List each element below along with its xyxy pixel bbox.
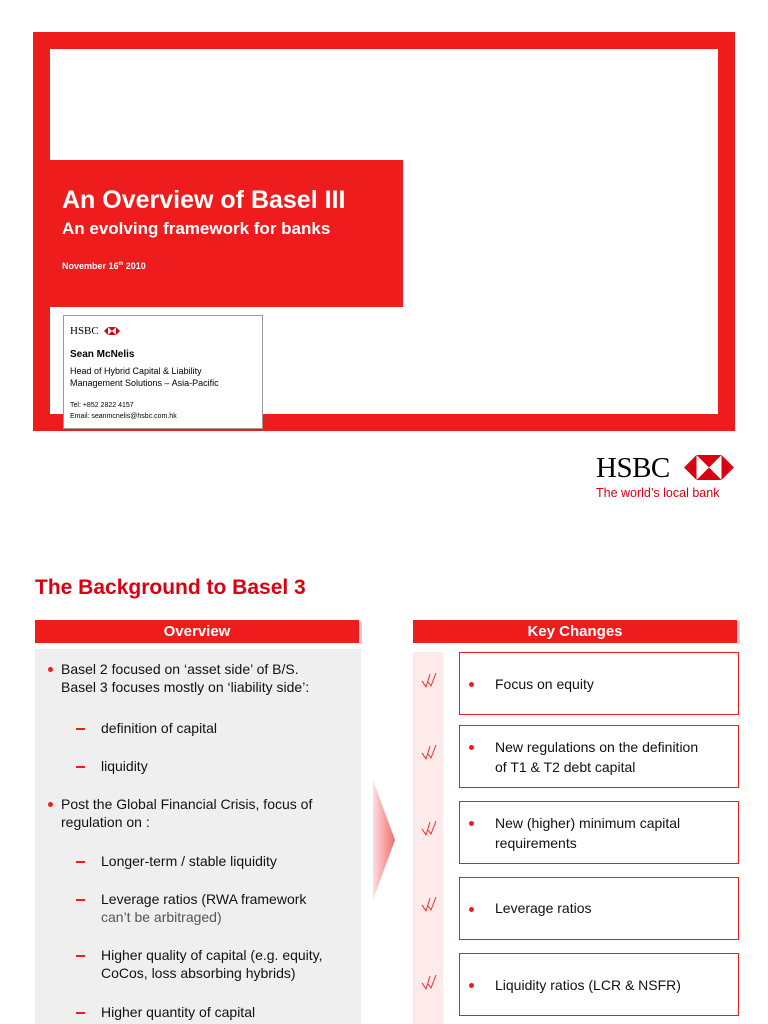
title-banner <box>50 160 403 307</box>
checkmark-icon <box>420 819 438 837</box>
title-slide-canvas <box>50 49 718 420</box>
key-change-4 <box>459 877 739 940</box>
key-change-1-line1: Focus on equity <box>495 676 594 692</box>
bullet-icon <box>48 802 53 807</box>
contact-card <box>63 315 263 429</box>
contact-role-line1: Head of Hybrid Capital & Liability <box>70 366 202 376</box>
checkmark-icon <box>420 895 438 913</box>
section-title: The Background to Basel 3 <box>35 576 306 599</box>
bullet-icon <box>469 821 474 826</box>
bullet-icon <box>469 682 474 687</box>
overview-sub-4-line1: Leverage ratios (RWA framework <box>101 891 307 907</box>
overview-sub-6: Higher quantity of capital <box>101 1004 256 1020</box>
slide-date: November 16th 2010 <box>62 261 146 271</box>
contact-email: Email: seanmcnelis@hsbc.com.hk <box>70 413 177 420</box>
key-change-3-line2: requirements <box>495 835 577 851</box>
key-changes-header: Key Changes <box>413 620 737 643</box>
contact-role-line2: Management Solutions – Asia-Pacific <box>70 378 219 388</box>
checkmark-icon <box>420 671 438 689</box>
overview-sub-5-line2: CoCos, loss absorbing hybrids) <box>101 965 296 981</box>
slide-subtitle: An evolving framework for banks <box>62 219 331 238</box>
key-change-3 <box>459 801 739 864</box>
overview-bullet-2-line2: regulation on : <box>61 814 150 830</box>
bullet-icon <box>469 983 474 988</box>
title-banner-notch <box>35 219 50 249</box>
overview-panel <box>35 649 361 1024</box>
hsbc-tagline: The world’s local bank <box>596 486 720 500</box>
dash-icon <box>76 1012 85 1014</box>
tick-strip <box>413 652 443 1024</box>
overview-bullet-1-line2: Basel 3 focuses mostly on ‘liability side’: <box>61 679 310 695</box>
dash-icon <box>76 899 85 901</box>
key-change-4-line1: Leverage ratios <box>495 900 592 916</box>
key-change-3-line1: New (higher) minimum capital <box>495 815 681 831</box>
overview-sub-2: liquidity <box>101 758 148 774</box>
bullet-icon <box>48 667 53 672</box>
contact-tel: Tel: +852 2822 4157 <box>70 402 134 409</box>
key-change-5 <box>459 953 739 1016</box>
checkmark-icon <box>420 743 438 761</box>
key-change-5-line1: Liquidity ratios (LCR & NSFR) <box>495 977 681 993</box>
key-change-2-line1: New regulations on the definition <box>495 739 699 755</box>
key-change-2 <box>459 725 739 788</box>
overview-sub-4-line2: can’t be arbitraged) <box>101 909 222 925</box>
bullet-icon <box>469 907 474 912</box>
dash-icon <box>76 861 85 863</box>
dash-icon <box>76 955 85 957</box>
overview-bullet-2-line1: Post the Global Financial Crisis, focus of <box>61 796 313 812</box>
hsbc-wordmark: HSBC <box>596 452 670 484</box>
bullet-icon <box>469 745 474 750</box>
overview-bullet-1-line1: Basel 2 focused on ‘asset side’ of B/S. <box>61 661 299 677</box>
hsbc-hexagon-icon <box>104 327 120 335</box>
overview-sub-1: definition of capital <box>101 720 217 736</box>
dash-icon <box>76 766 85 768</box>
overview-sub-5-line1: Higher quality of capital (e.g. equity, <box>101 947 323 963</box>
checkmark-icon <box>420 973 438 991</box>
key-change-1 <box>459 652 739 715</box>
overview-header: Overview <box>35 620 359 643</box>
card-hsbc-logo: HSBC <box>70 325 120 337</box>
key-changes-header-shadow <box>737 621 740 644</box>
title-slide <box>33 32 735 431</box>
contact-name: Sean McNelis <box>70 349 135 360</box>
overview-sub-3: Longer-term / stable liquidity <box>101 853 277 869</box>
hsbc-hexagon-icon <box>684 455 734 480</box>
arrow-chevron-icon <box>373 780 395 900</box>
slide-title: An Overview of Basel III <box>62 186 346 214</box>
overview-header-shadow <box>359 621 362 644</box>
key-change-2-line2: of T1 & T2 debt capital <box>495 759 636 775</box>
dash-icon <box>76 728 85 730</box>
hsbc-logo <box>596 452 736 502</box>
